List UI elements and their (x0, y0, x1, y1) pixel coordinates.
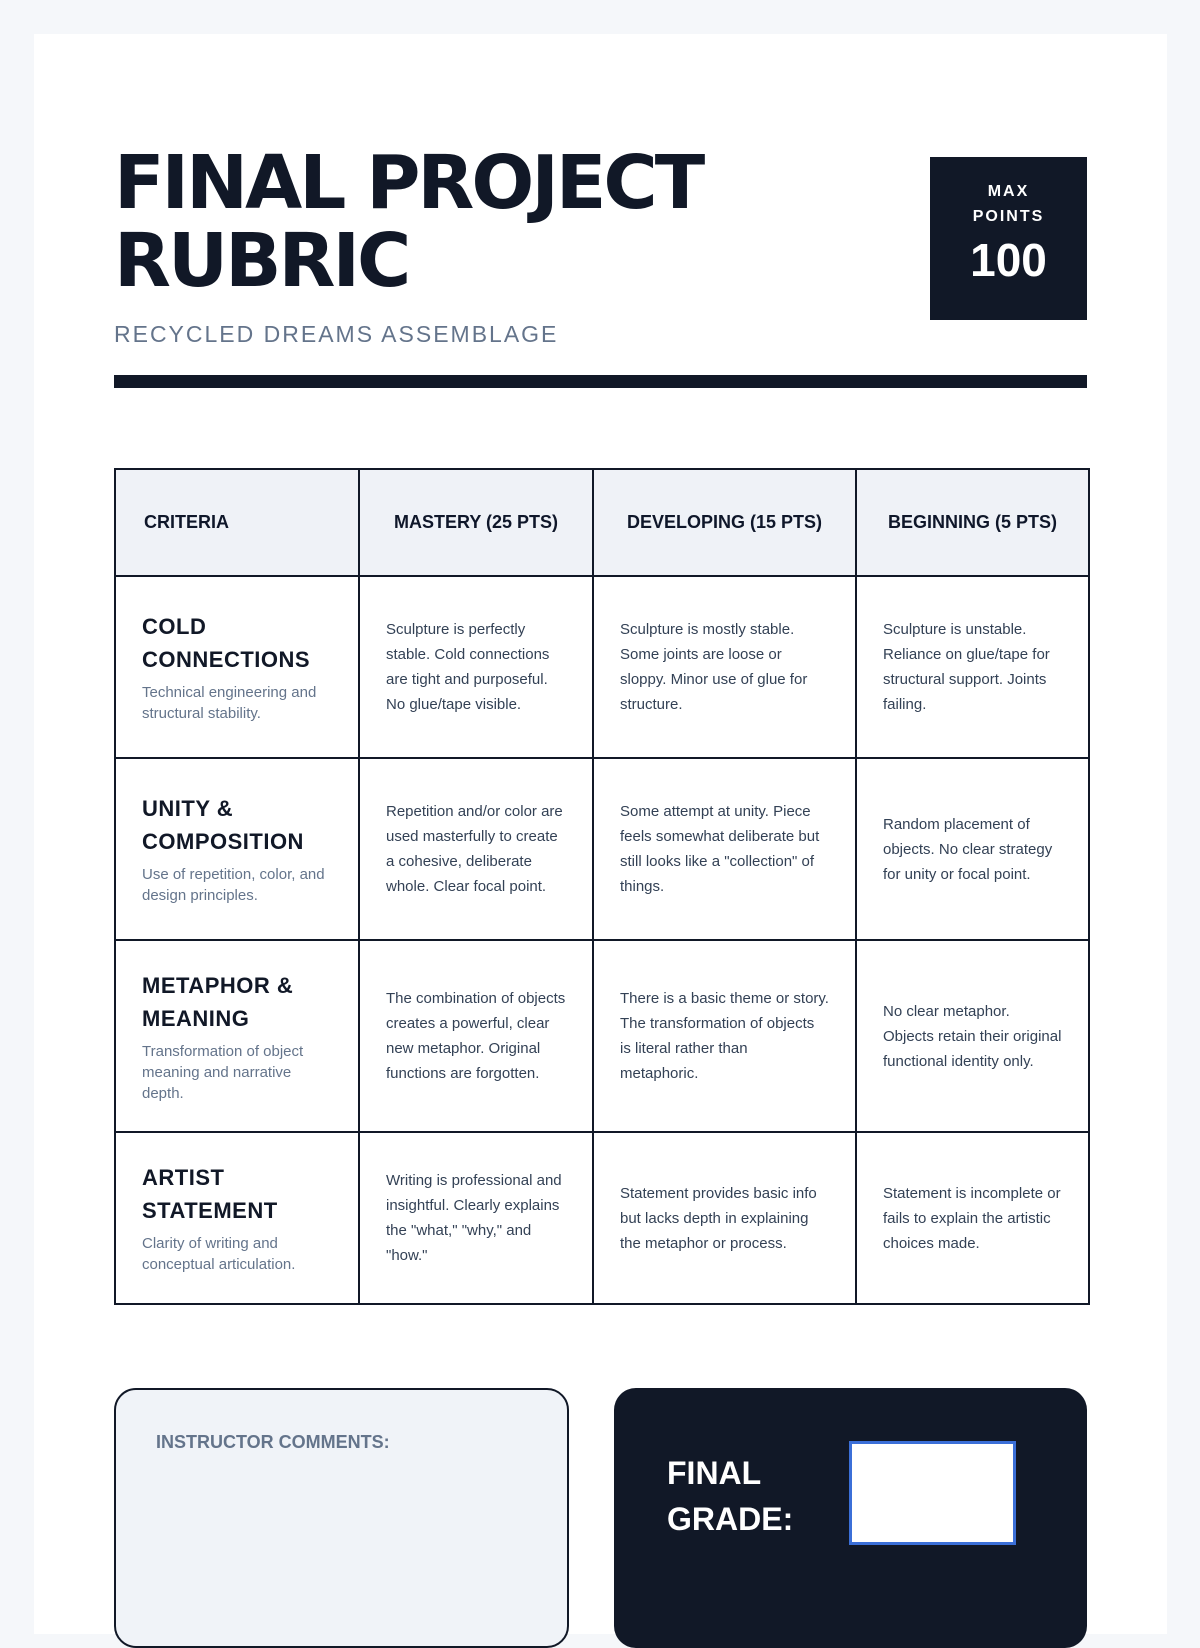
mastery-text: Writing is professional and insightful. Clearly explains the "what," "why," and "how." (386, 1172, 562, 1264)
final-grade-input[interactable] (849, 1441, 1016, 1545)
max-points-value: 100 (970, 234, 1047, 286)
header-developing: DEVELOPING (15 PTS) (593, 469, 856, 576)
developing-text: Sculpture is mostly stable. Some joints are loose or sloppy. Minor use of glue for structure. (620, 621, 808, 713)
mastery-cell (359, 576, 593, 758)
beginning-text: No clear metaphor. Objects retain their original functional identity only. (883, 1002, 1062, 1070)
beginning-text: Statement is incomplete or fails to explain the artistic choices made. (883, 1184, 1061, 1252)
criterion-cell (115, 758, 359, 940)
project-subtitle: RECYCLED DREAMS ASSEMBLAGE (114, 321, 559, 347)
developing-cell (593, 576, 856, 758)
table-row (115, 940, 1089, 1132)
final-grade-label: FINAL GRADE: (667, 1455, 794, 1537)
page-title (114, 140, 703, 304)
beginning-cell (856, 758, 1089, 940)
beginning-cell (856, 940, 1089, 1132)
header-beginning: BEGINNING (5 PTS) (856, 469, 1089, 576)
header-criteria: CRITERIA (115, 469, 359, 576)
rubric-page (34, 34, 1167, 1634)
rubric-table (114, 468, 1090, 1305)
beginning-text: Sculpture is unstable. Reliance on glue/tape for structural support. Joints failing. (883, 621, 1050, 713)
criterion-description: Clarity of writing and conceptual articulation. (142, 1235, 296, 1273)
mastery-text: The combination of objects creates a powerful, clear new metaphor. Original functions are forgotten. (386, 990, 566, 1082)
final-grade-panel (614, 1388, 1087, 1648)
mastery-cell (359, 758, 593, 940)
beginning-cell (856, 1132, 1089, 1304)
developing-text: Some attempt at unity. Piece feels somewhat deliberate but still looks like a "collection" of things. (620, 803, 820, 895)
title-line-1: FINAL PROJECT (114, 140, 703, 226)
table-row (115, 576, 1089, 758)
criterion-description: Technical engineering and structural stability. (142, 684, 317, 722)
mastery-cell (359, 940, 593, 1132)
rubric-header-row (115, 469, 1089, 576)
header-divider (114, 375, 1087, 388)
criterion-cell (115, 576, 359, 758)
developing-cell (593, 1132, 856, 1304)
criterion-description: Use of repetition, color, and design principles. (142, 866, 325, 904)
developing-text: There is a basic theme or story. The transformation of objects is literal rather than metaphoric. (620, 990, 829, 1082)
developing-cell (593, 758, 856, 940)
developing-text: Statement provides basic info but lacks depth in explaining the metaphor or process. (620, 1184, 817, 1252)
criterion-description: Transformation of object meaning and narrative depth. (142, 1042, 304, 1102)
beginning-text: Random placement of objects. No clear strategy for unity or focal point. (883, 815, 1053, 883)
criterion-name: COLD CONNECTIONS (142, 614, 311, 672)
max-points-label: MAX POINTS (972, 183, 1045, 225)
mastery-cell (359, 1132, 593, 1304)
criterion-name: METAPHOR & MEANING (142, 972, 294, 1031)
developing-cell (593, 940, 856, 1132)
table-row (115, 758, 1089, 940)
max-points-badge (930, 157, 1087, 320)
criterion-name: ARTIST STATEMENT (142, 1165, 278, 1223)
table-row (115, 1132, 1089, 1304)
header-mastery: MASTERY (25 PTS) (359, 469, 593, 576)
instructor-comments-box[interactable] (114, 1388, 569, 1648)
mastery-text: Sculpture is perfectly stable. Cold connections are tight and purposeful. No glue/tape visible. (386, 621, 550, 713)
criterion-cell (115, 1132, 359, 1304)
beginning-cell (856, 576, 1089, 758)
title-line-2: RUBRIC (114, 218, 409, 304)
criterion-name: UNITY & COMPOSITION (142, 796, 304, 854)
mastery-text: Repetition and/or color are used masterfully to create a cohesive, deliberate whole. Clear focal point. (386, 803, 563, 895)
criterion-cell (115, 940, 359, 1132)
instructor-comments-label: INSTRUCTOR COMMENTS: (156, 1432, 390, 1452)
